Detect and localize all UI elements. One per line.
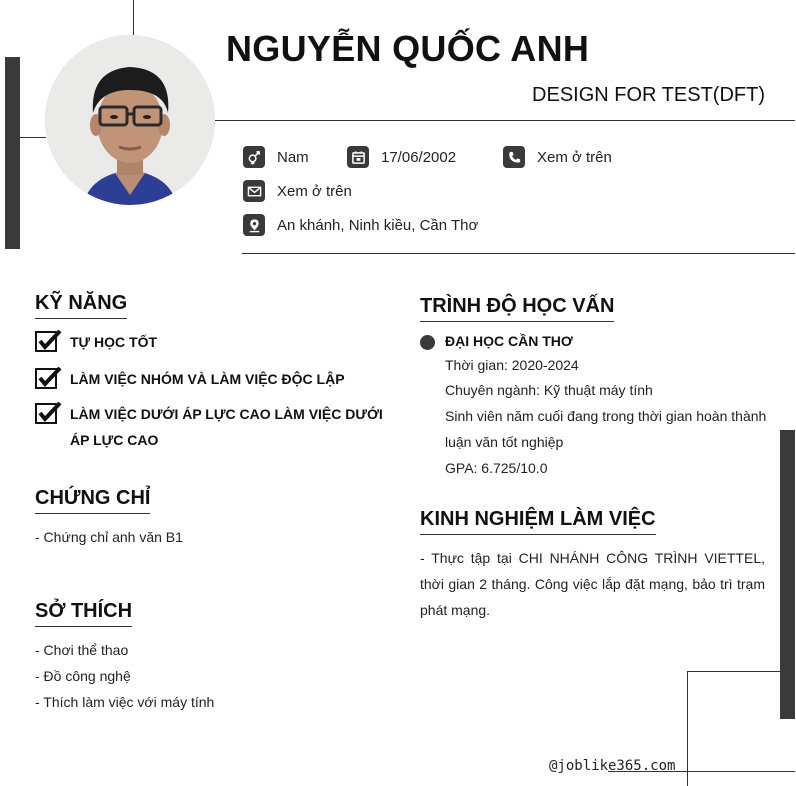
left-accent-bar	[5, 57, 20, 249]
job-title: DESIGN FOR TEST(DFT)	[532, 84, 765, 106]
gender-value: Nam	[277, 148, 309, 166]
skills-title: KỸ NĂNG	[35, 292, 127, 319]
education-major: Chuyên ngành: Kỹ thuật máy tính	[445, 382, 653, 398]
education-period: Thời gian: 2020-2024	[445, 357, 579, 373]
address-value: An khánh, Ninh kiều, Cần Thơ	[277, 216, 479, 234]
skill-item	[35, 329, 390, 355]
skill-label: LÀM VIỆC DƯỚI ÁP LỰC CAO LÀM VIỆC DƯỚI ÁP LỰC CAO	[70, 406, 383, 448]
experience-title: KINH NGHIỆM LÀM VIỆC	[420, 508, 656, 535]
avatar	[45, 35, 215, 205]
checkbox-checked-icon	[35, 366, 63, 390]
education-title: TRÌNH ĐỘ HỌC VẤN	[420, 295, 614, 322]
gender-icon	[243, 146, 265, 168]
education-note: Sinh viên năm cuối đang trong thời gian hoàn thành	[445, 408, 767, 424]
certificates-title: CHỨNG CHỈ	[35, 487, 150, 514]
birthday-info	[347, 146, 456, 168]
candidate-name: NGUYỄN QUỐC ANH	[226, 28, 590, 69]
gender-info	[243, 146, 309, 168]
education-note-continued: luận văn tốt nghiệp	[445, 434, 564, 450]
experience-description: - Thực tập tại CHI NHÁNH CÔNG TRÌNH VIETTEL, thời gian 2 tháng. Công việc lắp đặt mạng, bảo trì trạm phát mạng.	[420, 550, 765, 618]
phone-info	[503, 146, 612, 168]
email-value: Xem ở trên	[277, 182, 352, 200]
bullet-dot-icon	[420, 335, 435, 350]
left-horizontal-line	[20, 137, 46, 138]
hobbies-title: SỞ THÍCH	[35, 600, 132, 627]
top-vertical-line	[133, 0, 134, 40]
phone-value: Xem ở trên	[537, 148, 612, 166]
watermark: @joblike365.com	[549, 758, 676, 774]
education-school: ĐẠI HỌC CẦN THƠ	[445, 333, 573, 349]
certificate-item: - Chứng chỉ anh văn B1	[35, 529, 183, 545]
header-divider	[215, 120, 795, 121]
mail-icon	[243, 180, 265, 202]
right-accent-bar	[780, 430, 795, 719]
corner-box-left	[687, 671, 688, 786]
checkbox-checked-icon	[35, 401, 63, 425]
info-divider	[242, 253, 795, 254]
birthday-value: 17/06/2002	[381, 148, 457, 166]
address-info	[243, 214, 478, 236]
skill-item	[35, 366, 390, 392]
education-gpa: GPA: 6.725/10.0	[445, 460, 548, 476]
phone-icon	[503, 146, 525, 168]
checkbox-checked-icon	[35, 329, 63, 353]
skill-item	[35, 401, 390, 453]
corner-box-top	[687, 671, 781, 672]
skill-label: LÀM VIỆC NHÓM VÀ LÀM VIỆC ĐỘC LẬP	[70, 371, 345, 387]
hobby-item: - Chơi thể thao	[35, 642, 129, 658]
location-pin-icon	[243, 214, 265, 236]
hobby-item: - Đồ công nghệ	[35, 668, 131, 684]
hobby-item: - Thích làm việc với máy tính	[35, 694, 215, 710]
calendar-icon	[347, 146, 369, 168]
email-info	[243, 180, 352, 202]
skill-label: TỰ HỌC TỐT	[70, 334, 158, 350]
